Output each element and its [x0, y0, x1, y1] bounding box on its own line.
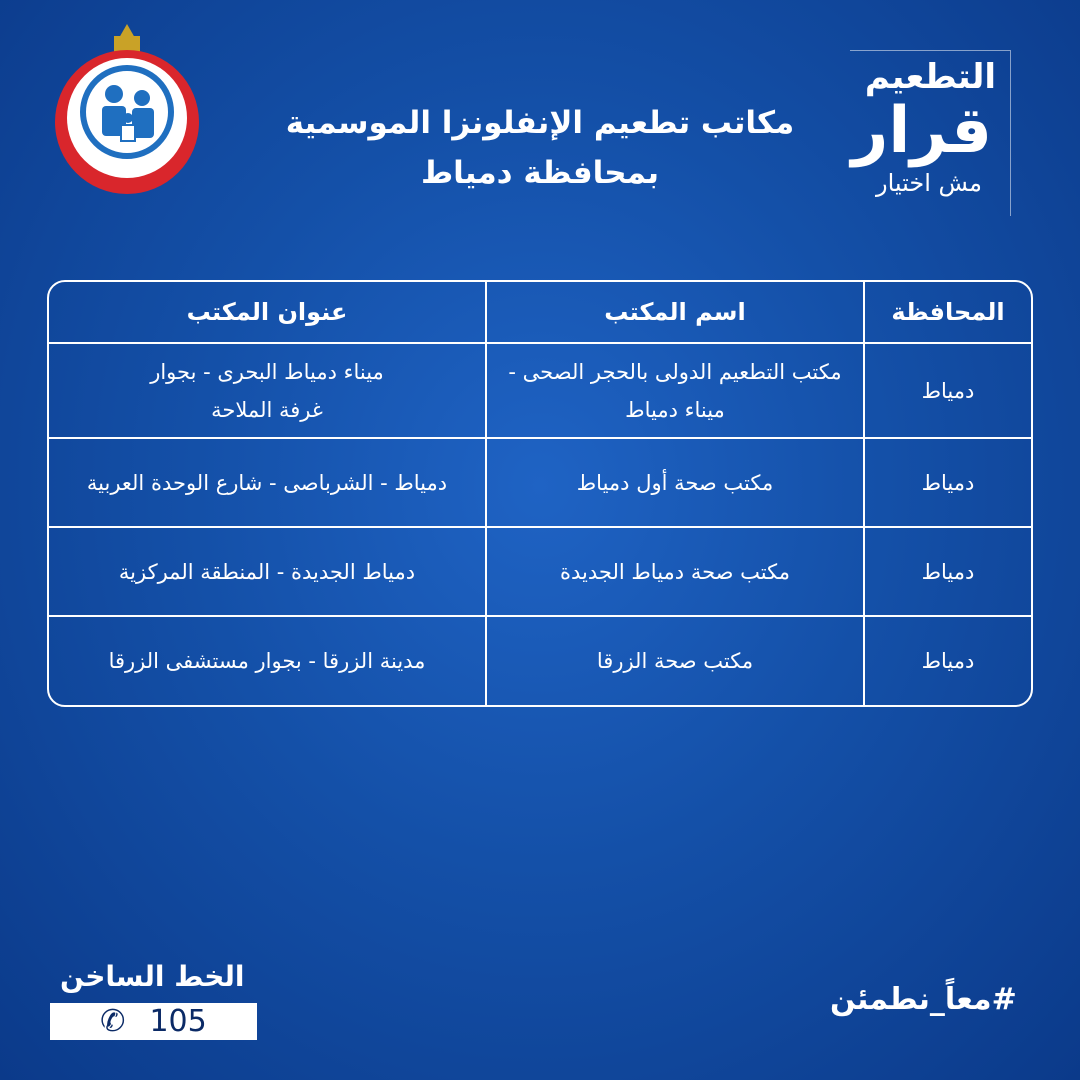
- table-row: [49, 528, 1031, 617]
- table-header-row: [49, 282, 1031, 344]
- campaign-slogan: التطعيم قرار مش اختيار: [850, 50, 1011, 216]
- offices-table: [47, 280, 1033, 707]
- header-office-name: اسم المكتب: [485, 282, 863, 344]
- cell-office-name: مكتب صحة أول دمياط: [485, 439, 863, 528]
- cell-office-address: ميناء دمياط البحرى - بجوار غرفة الملاحة: [49, 344, 485, 439]
- cell-governorate: دمياط: [863, 439, 1031, 528]
- cell-office-address: دمياط الجديدة - المنطقة المركزية: [49, 528, 485, 617]
- cell-office-address: دمياط - الشرباصى - شارع الوحدة العربية: [49, 439, 485, 528]
- hotline-box: [50, 1003, 257, 1040]
- header-office-address: عنوان المكتب: [49, 282, 485, 344]
- table-row: [49, 439, 1031, 528]
- ministry-logo: [52, 22, 202, 197]
- page-title: مكاتب تطعيم الإنفلونزا الموسمية بمحافظة دمياط: [285, 105, 795, 191]
- cell-governorate: دمياط: [863, 617, 1031, 705]
- hotline-label: الخط الساخن: [60, 960, 245, 993]
- cell-governorate: دمياط: [863, 344, 1031, 439]
- header-governorate: المحافظة: [863, 282, 1031, 344]
- phone-icon: ✆: [100, 1004, 126, 1039]
- cell-governorate: دمياط: [863, 528, 1031, 617]
- cell-office-name: مكتب التطعيم الدولى بالحجر الصحى - ميناء دمياط: [485, 344, 863, 439]
- cell-office-name: مكتب صحة دمياط الجديدة: [485, 528, 863, 617]
- cell-office-address: مدينة الزرقا - بجوار مستشفى الزرقا: [108, 649, 426, 673]
- hotline-number: 105: [149, 1004, 207, 1039]
- table-row: [49, 617, 1031, 705]
- cell-office-name: مكتب صحة الزرقا: [485, 617, 863, 705]
- hashtag: #معاً_نطمئن: [830, 982, 1017, 1017]
- table-row: [49, 344, 1031, 439]
